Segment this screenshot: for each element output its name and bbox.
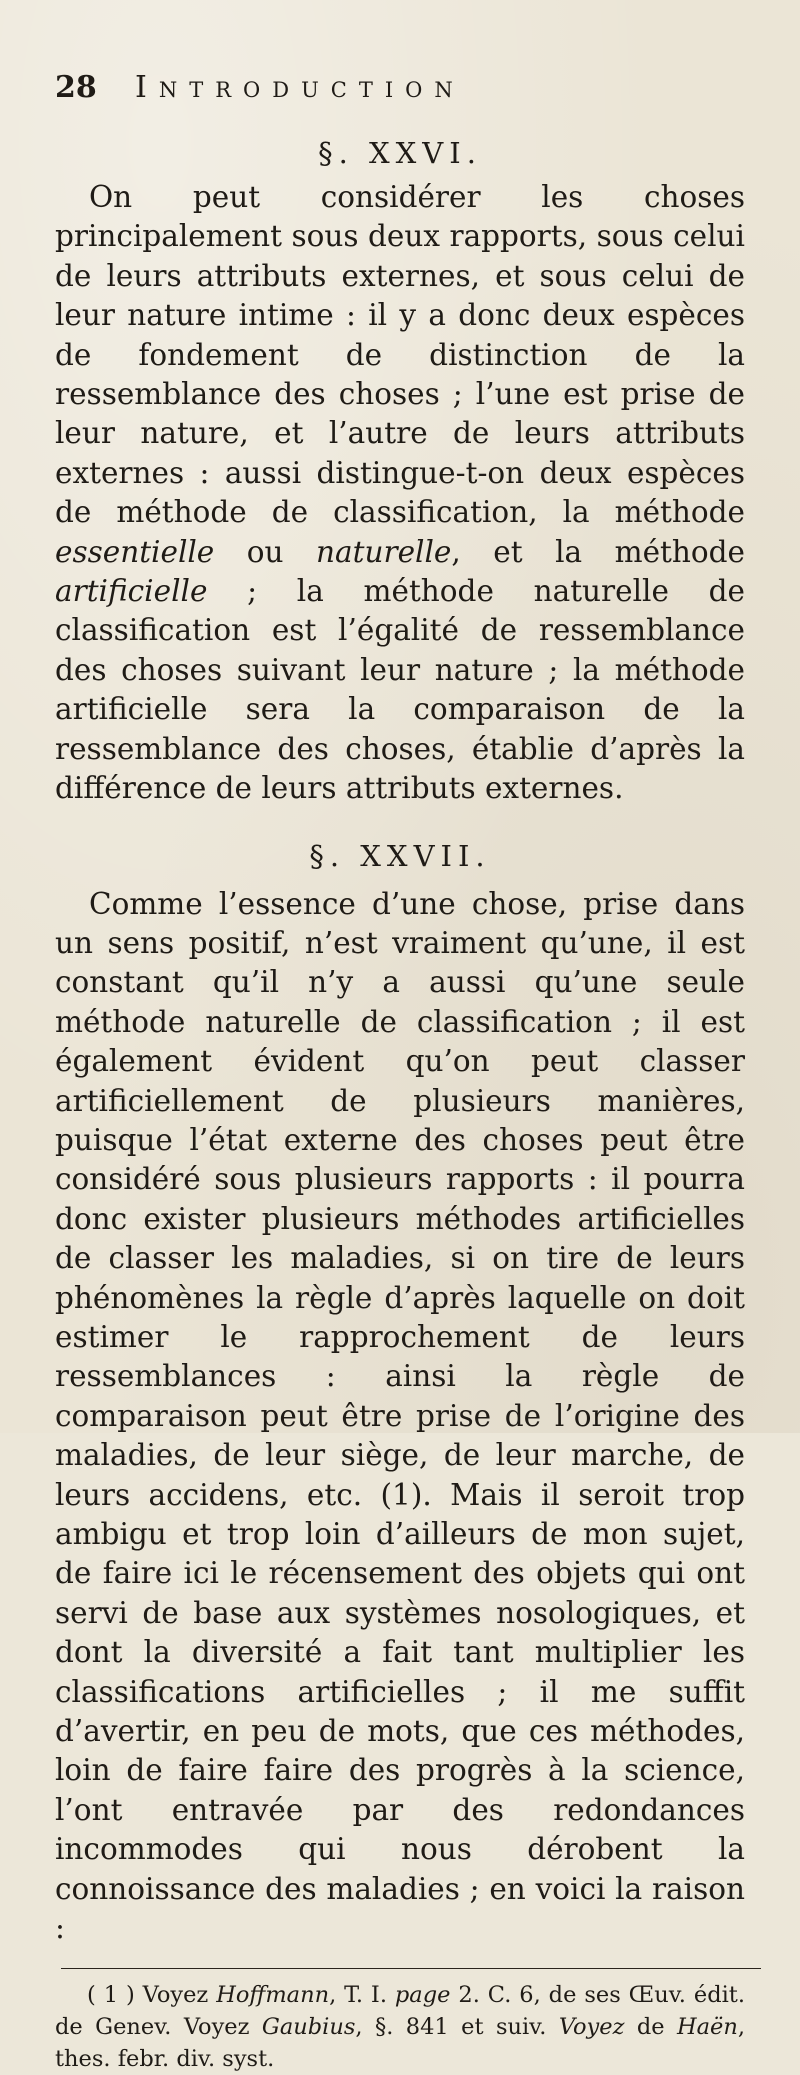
footnote-text: , §. 841 et suiv.	[355, 2014, 559, 2041]
footnote-italic: Haën	[677, 2014, 738, 2041]
paragraph-xxvii: Comme l’essence d’une chose, prise dans un sens positif, n’est vraiment qu’une, il est constant qu’il n’y a aussi qu’une seule méthode naturelle de classification ; il est également évident qu’on peut classer artificiellement de plusieurs manières, puisque l’état externe des choses peut être considéré sous plusieurs rapports : il pourra donc exister plusieurs méthodes artificielles de classer les maladies, si on tire de leurs phénomènes la règle d’après laquelle on doit estimer le rapprochement de leurs ressemblances : ainsi la règle de comparaison peut être prise de l’origine des maladies, de leur siège, de leur marche, de leurs accidens, etc. (1). Mais il seroit trop ambigu et trop loin d’ailleurs de mon sujet, de faire ici le récensement des objets qui ont servi de base aux systèmes nosologiques, et dont la diversité a fait tant multiplier les classifications artificielles ; il me suffit d’avertir, en peu de mots, que ces méthodes, loin de faire faire des progrès à la science, l’ont entravée par des redondances incommodes qui nous dérobent la connoissance des maladies ; en voici la raison :	[55, 886, 745, 1946]
footnote-text: , thes. febr. div. syst.	[55, 2014, 746, 2073]
paragraph-text: On peut considérer les choses principalement sous deux rapports, sous celui de leurs attributs externes, et sous celui de leur nature intime : il y a donc deux espèces de fondement de distinction de la ressemblance des choses ; l’une est prise de leur nature, et l’autre de leurs attributs externes : aussi distingue-t-on deux espèces de méthode de classification, la méthode	[55, 180, 745, 530]
page-number: 28	[55, 70, 97, 105]
footnote-text: 2. C. 6, de ses Œuv. édit. de Genev. Voyez	[55, 1982, 745, 2041]
italic-term: naturelle	[316, 534, 452, 569]
italic-term: artificielle	[55, 574, 208, 609]
paragraph-text: , et la méthode	[451, 534, 745, 569]
footnote-text: de	[624, 2014, 678, 2041]
italic-term: essentielle	[55, 534, 215, 569]
paragraph-text: ; la méthode naturelle de classification est l’égalité de ressemblance des choses suivant leur nature ; la méthode artificielle sera la comparaison de la ressemblance des choses, établie d’après la différence de leurs attributs externes.	[55, 574, 745, 806]
page-header	[55, 70, 745, 114]
footnote-italic: Voyez	[558, 2014, 625, 2041]
section-heading-xxvii: §. XXVII.	[309, 838, 491, 873]
section-heading-xxvi: §. XXVI.	[318, 136, 482, 170]
footnote-italic: Hoffmann	[216, 1982, 330, 2009]
footnote-italic: Gaubius	[261, 2014, 356, 2041]
footnote-italic: page	[394, 1982, 451, 2009]
footnote-divider	[61, 1968, 761, 1969]
footnote-text: ( 1 ) Voyez	[87, 1982, 217, 2009]
paragraph-text: ou	[214, 534, 317, 569]
running-title: Introduction	[135, 70, 465, 105]
paragraph-xxvi	[55, 178, 745, 809]
footnote-text: , T. I.	[329, 1982, 395, 2009]
footnote	[55, 1979, 745, 2075]
